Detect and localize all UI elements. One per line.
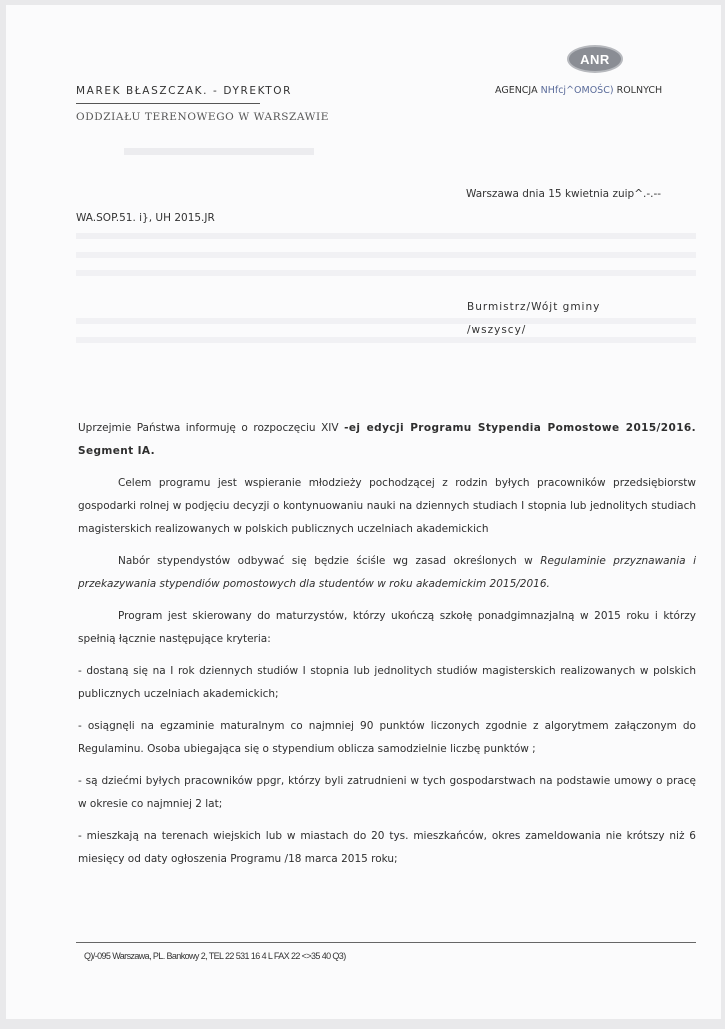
bleed-through-mark xyxy=(76,233,696,239)
sender-divider xyxy=(76,103,260,104)
bleed-through-mark xyxy=(76,270,696,276)
intro-text: Uprzejmie Państwa informuję o rozpoczęciu XIV xyxy=(78,422,345,434)
addressee-line: /wszyscy/ xyxy=(467,324,527,336)
addressee xyxy=(467,296,600,342)
agency-name-mid: NHfcj^OMOŚC) xyxy=(540,85,614,96)
program-title: -ej edycji Programu Stypendia Pomostowe 2015/2016. Segment IA. xyxy=(78,422,697,457)
sender-name: MAREK BŁASZCZAK. - DYREKTOR xyxy=(76,85,293,97)
agency-logo xyxy=(567,45,623,73)
agency-name-suffix: ROLNYCH xyxy=(616,85,663,96)
sender-unit: ODDZIAŁU TERENOWEGO W WARSZAWIE xyxy=(76,111,330,123)
letter-page xyxy=(6,5,721,1019)
regulation-title: Regulaminie przyznawania i przekazywania stypendiów pomostowych dla studentów w roku akademickim 2015/2016. xyxy=(78,555,696,590)
agency-name xyxy=(495,85,662,96)
bleed-through-mark xyxy=(124,148,314,155)
body-paragraph: Program jest skierowany do maturzystów, którzy ukończą szkołę ponadgimnazjalną w 2015 roku i którzy spełnią łącznie następujące kryteria: xyxy=(78,610,696,645)
agency-name-prefix: AGENCJA xyxy=(495,85,538,96)
footer-address: Q)/-095 Warszawa, PL. Bankowy 2, TEL 22 531 16 4 L FAX 22 <>35 40 Q3) xyxy=(84,951,346,961)
date-line: Warszawa dnia 15 kwietnia zuip^.-.-- xyxy=(466,188,662,200)
criterion-item: - mieszkają na terenach wiejskich lub w miastach do 20 tys. mieszkańców, okres zameldowania nie krótszy niż 6 miesięcy od daty ogłoszenia Programu /18 marca 2015 roku; xyxy=(78,830,696,865)
criterion-item: - osiągnęli na egzaminie maturalnym co najmniej 90 punktów liczonych zgodnie z algorytmem załączonym do Regulaminu. Osoba ubiegająca się o stypendium oblicza samodzielnie liczbę punktów ; xyxy=(78,720,696,755)
bleed-through-mark xyxy=(76,252,696,258)
agency-logo-text: ANR xyxy=(580,52,610,67)
criterion-item: - dostaną się na I rok dziennych studiów I stopnia lub jednolitych studiów magisterskich realizowanych w polskich publicznych uczelniach akademickich; xyxy=(78,665,696,700)
bleed-through-mark xyxy=(76,318,696,324)
criterion-item: - są dziećmi byłych pracowników ppgr, którzy byli zatrudnieni w tych gospodarstwach na podstawie umowy o pracę w okresie co najmniej 2 lat; xyxy=(78,775,696,810)
footer-divider xyxy=(76,942,696,943)
body-paragraph xyxy=(78,417,696,463)
recruitment-text: Nabór stypendystów odbywać się będzie ściśle wg zasad określonych w xyxy=(118,555,541,567)
body-paragraph xyxy=(78,550,696,596)
bleed-through-mark xyxy=(76,337,696,343)
addressee-line: Burmistrz/Wójt gminy xyxy=(467,301,601,313)
reference-number: WA.SOP.51. i}, UH 2015.JR xyxy=(76,212,215,224)
body-paragraph: Celem programu jest wspieranie młodzieży pochodzącej z rodzin byłych pracowników przedsiębiorstw gospodarki rolnej w podjęciu decyzji o kontynuowaniu nauki na dziennych studiach I stopnia lub jednolitych studiach magisterskich realizowanych w polskich publicznych uczelniach akademickich xyxy=(78,477,696,535)
letter-body xyxy=(78,417,696,880)
